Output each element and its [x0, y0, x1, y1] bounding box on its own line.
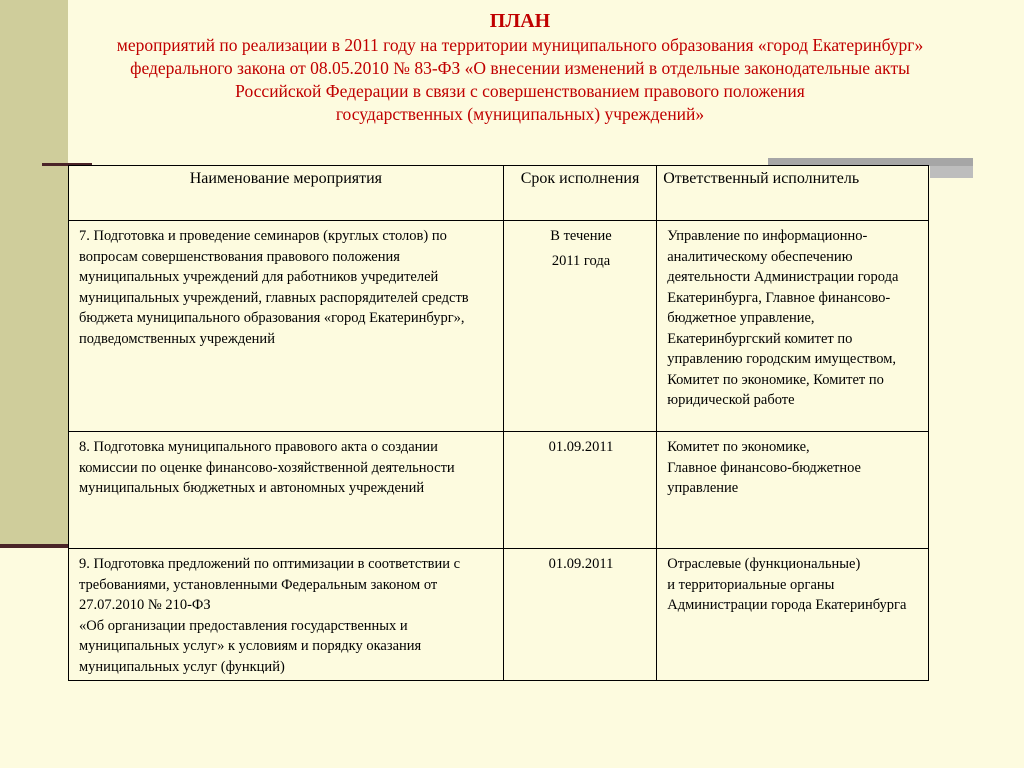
term-line: 01.09.2011 — [548, 556, 614, 572]
left-decor-line-bottom — [0, 544, 68, 548]
subtitle-line: государственных (муниципальных) учреждений» — [335, 104, 705, 124]
header-term: Срок исполнения — [503, 166, 656, 221]
row-term — [503, 549, 656, 681]
row-name — [69, 549, 504, 681]
name-line: «Об организации предоставления государственных и муниципальных услуг» к условиям и порядку оказания муниципальных услуг (функций) — [79, 617, 422, 675]
row-term — [503, 221, 656, 432]
row-name: 8. Подготовка муниципального правового акта о создании комиссии по оценке финансово-хозяйственной деятельности муниципальных бюджетных и автономных учреждений — [69, 432, 504, 549]
document-title: ПЛАН — [489, 10, 551, 32]
row-name: 7. Подготовка и проведение семинаров (круглых столов) по вопросам совершенствования правового положения муниципальных учреждений для работников учредителей муниципальных учреждений, главных распорядителей средств бюджета муниципального образования «город Екатеринбург», подведомственных учреждений — [69, 221, 504, 432]
term-line: 01.09.2011 — [548, 439, 614, 455]
table-row — [69, 221, 929, 432]
responsible-line: Главное финансово-бюджетное управление — [667, 459, 861, 496]
row-term — [503, 432, 656, 549]
header-responsible: Ответственный исполнитель — [657, 166, 929, 221]
table-header-row — [69, 166, 929, 221]
responsible-line: Комитет по экономике, — [667, 439, 810, 455]
term-line: 2011 года — [551, 252, 611, 269]
row-responsible — [657, 549, 929, 681]
right-decor-bar-small — [930, 166, 973, 178]
row-responsible: Управление по информационно-аналитическому обеспечению деятельности Администрации города Екатеринбурга, Главное финансово-бюджетное управление, Екатеринбургский комитет по управлению городским имуществом, Комитет по экономике, Комитет по юридической работе — [657, 221, 929, 432]
subtitle-line: мероприятий по реализации в 2011 году на территории муниципального образования «город Екатеринбург» — [116, 35, 924, 55]
name-line: 9. Подготовка предложений по оптимизации в соответствии с требованиями, установленными Федеральным законом от 27.07.2010 № 210-ФЗ — [79, 556, 461, 613]
row-responsible — [657, 432, 929, 549]
subtitle-line: Российской Федерации в связи с совершенствованием правового положения — [235, 81, 805, 101]
responsible-line: и территориальные органы Администрации города Екатеринбурга — [667, 576, 907, 613]
table-row — [69, 549, 929, 681]
table-row — [69, 432, 929, 549]
plan-table — [68, 165, 929, 681]
header-name: Наименование мероприятия — [69, 166, 504, 221]
responsible-line: Отраслевые (функциональные) — [667, 556, 861, 572]
document-header — [20, 8, 1020, 126]
subtitle-line: федерального закона от 08.05.2010 № 83-ФЗ «О внесении изменений в отдельные законодательные акты — [130, 58, 910, 78]
term-line: В течение — [550, 228, 612, 244]
document-subtitle — [20, 34, 1020, 126]
